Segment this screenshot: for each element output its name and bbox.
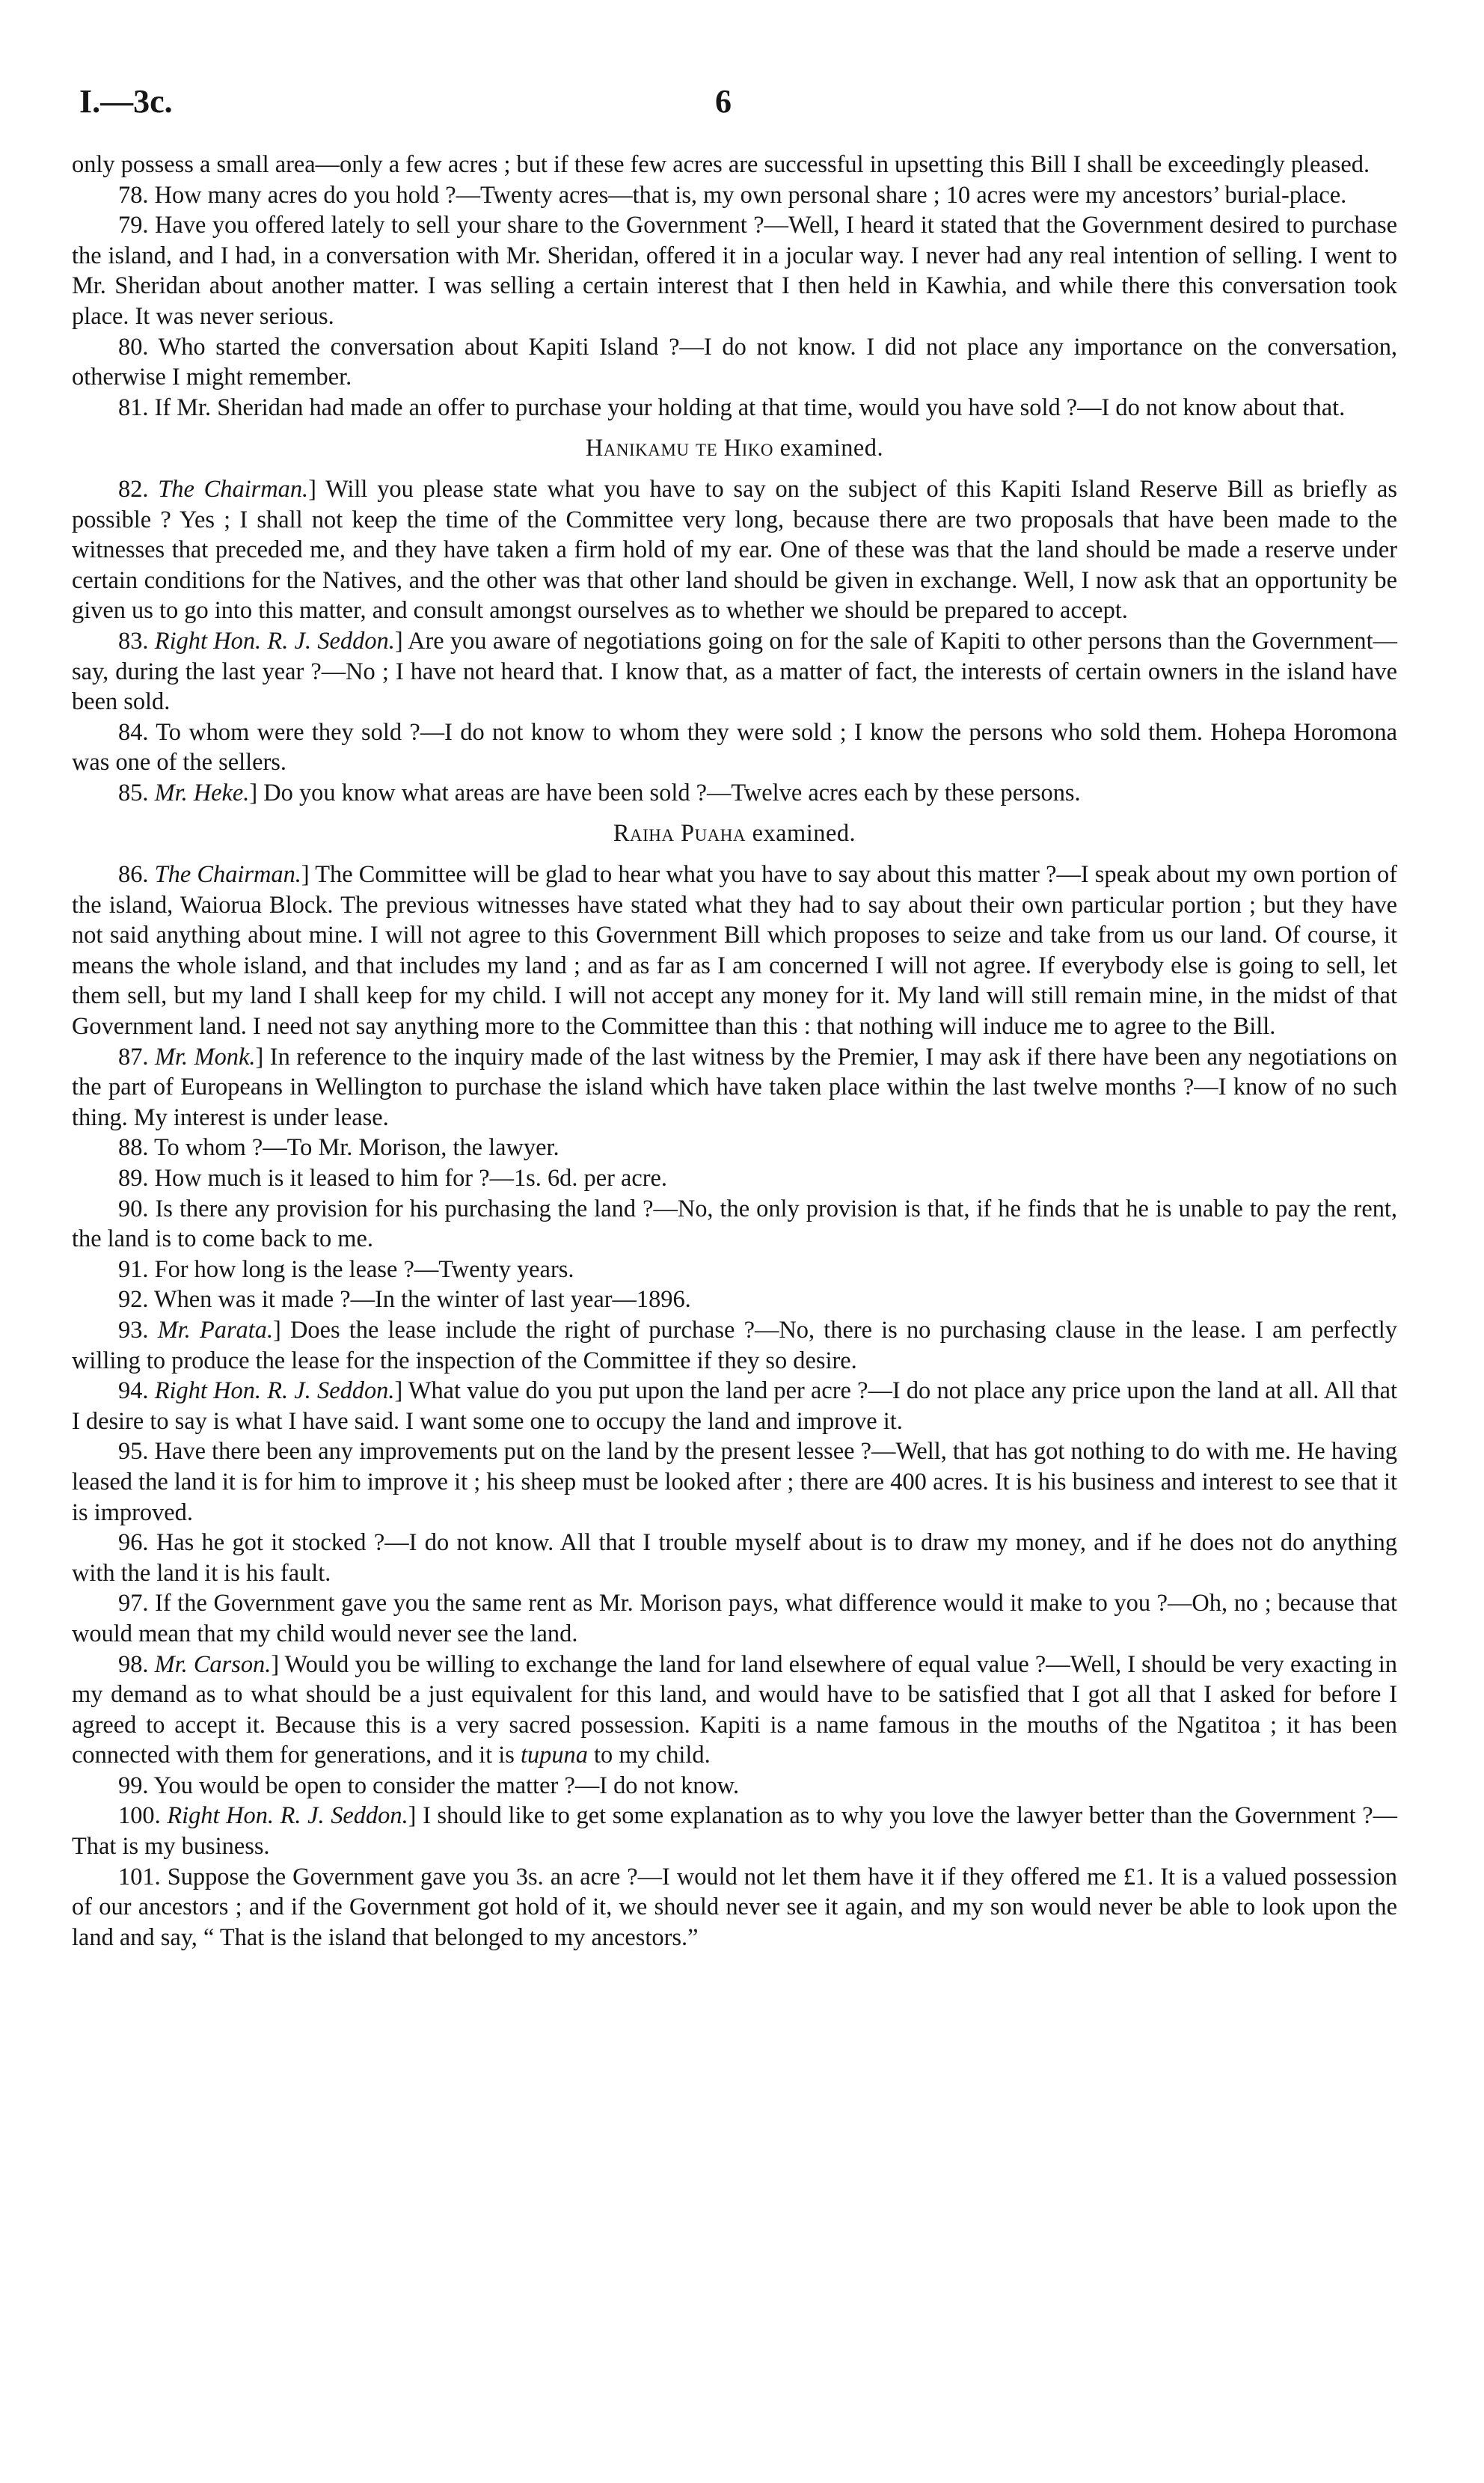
question-number: 82. [118, 475, 159, 503]
paragraph-q100 [72, 1801, 1397, 1861]
paragraph-q92: 92. When was it made ?—In the winter of last year—1896. [118, 1286, 691, 1314]
paragraph-q94 [72, 1376, 1397, 1436]
paragraph-q95: 95. Have there been any improvements put on the land by the present lessee ?—Well, that has got nothing to do with me. He having leased the land it is for him to improve it ; his sheep must be looked after ; there are 400 acres. It is his business and interest to see that it is improved. [72, 1438, 1397, 1526]
question-number: 86. [118, 861, 155, 889]
paragraph-q99: 99. You would be open to consider the matter ?—I do not know. [118, 1772, 740, 1799]
speaker-name: The Chairman. [158, 475, 309, 503]
speaker-name: Right Hon. R. J. Seddon. [167, 1802, 408, 1830]
question-number: 98. [118, 1650, 155, 1678]
document-page [72, 82, 1397, 1953]
speaker-name: Mr. Carson. [154, 1650, 272, 1678]
paragraph-q81: 81. If Mr. Sheridan had made an offer to purchase your holding at that time, would you have sold ?—I do not know about that. [118, 394, 1346, 421]
section-heading-raiha [72, 818, 1397, 849]
document-reference: I.—3c. [79, 83, 173, 120]
paragraph-q97: 97. If the Government gave you the same rent as Mr. Morison pays, what difference would it make to you ?—Oh, no ; because that would mean that my child would never see the land. [72, 1590, 1397, 1647]
question-number: 100. [118, 1802, 168, 1830]
speaker-name: Right Hon. R. J. Seddon. [154, 627, 395, 655]
paragraph-q87 [72, 1042, 1397, 1133]
paragraph-q86 [72, 860, 1397, 1042]
speaker-name: Mr. Monk. [155, 1043, 256, 1071]
question-text: ] Would you be willing to exchange the land for land elsewhere of equal value ?—Well, I should be very exacting in my demand as to what should be a just equivalent for this land, and would have to be satisfied that I got all that I asked for before I agreed to accept it. Because this is a very sacred possession. Kapiti is a name famous in the mouths of the Ngatitoa ; it has been connected with them for generations, and it is [72, 1650, 1397, 1769]
question-text: ] What value do you put upon the land per acre ?—I do not place any price upon the land at all. All that I desire to say is what I have said. I want some one to occupy the land and improve it. [72, 1377, 1397, 1435]
question-text: ] Will you please state what you have to say on the subject of this Kapiti Island Reserve Bill as briefly as possible ? Yes ; I shall not keep the time of the Committee very long, because there are two proposals that have been made to the witnesses that preceded me, and they have taken a firm hold of my ear. One of these was that the land should be made a reserve under certain conditions for the Natives, and the other was that other land should be given in exchange. Well, I now ask that an opportunity be given us to go into this matter, and consult amongst ourselves as to whether we should be prepared to accept. [72, 475, 1397, 625]
paragraph-q84: 84. To whom were they sold ?—I do not know to whom they were sold ; I know the persons who sold them. Hohepa Horomona was one of the sellers. [72, 718, 1397, 777]
question-text: ] I should like to get some explanation as to why you love the lawyer better than the Government ?—That is my business. [72, 1802, 1398, 1861]
speaker-name: The Chairman. [154, 861, 301, 889]
paragraph-q82 [72, 474, 1397, 626]
paragraph-q85 [72, 778, 1397, 809]
paragraph-q83 [72, 626, 1397, 717]
question-number: 83. [118, 627, 155, 655]
paragraph-continuation: only possess a small area—only a few acres ; but if these few acres are successful in upsetting this Bill I shall be exceedingly pleased. [72, 151, 1370, 178]
question-text: ] Does the lease include the right of purchase ?—No, there is no purchasing clause in the lease. I am perfectly willing to produce the lease for the inspection of the Committee if they so desire. [72, 1316, 1397, 1374]
question-text: ] In reference to the inquiry made of the last witness by the Premier, I may ask if there have been any negotiations on the part of Europeans in Wellington to purchase the island which have taken place within the last twelve months ?—I know of no such thing. My interest is under lease. [72, 1043, 1398, 1131]
italic-word: tupuna [520, 1742, 588, 1769]
speaker-name: Mr. Parata. [157, 1316, 274, 1344]
heading-suffix: examined. [773, 435, 884, 462]
speaker-name: Right Hon. R. J. Seddon. [154, 1377, 395, 1405]
paragraph-q88: 88. To whom ?—To Mr. Morison, the lawyer. [118, 1134, 559, 1162]
witness-name: Hanikamu te Hiko [585, 435, 773, 462]
paragraph-q79: 79. Have you offered lately to sell your share to the Government ?—Well, I heard it stated that the Government desired to purchase the island, and I had, in a conversation with Mr. Sheridan, offered it in a jocular way. I never had any real intention of selling. I went to Mr. Sheridan about another matter. I was selling a certain interest that I then held in Kawhia, and while there this conversation took place. It was never serious. [72, 212, 1397, 330]
heading-suffix: examined. [746, 820, 856, 848]
paragraph-q90: 90. Is there any provision for his purchasing the land ?—No, the only provision is that, if he finds that he is unable to pay the rent, the land is to come back to me. [72, 1195, 1397, 1253]
paragraph-q89: 89. How much is it leased to him for ?—1s. 6d. per acre. [118, 1165, 668, 1192]
question-number: 87. [118, 1043, 156, 1071]
question-text: ] Do you know what areas are have been sold ?—Twelve acres each by these persons. [249, 779, 1081, 806]
question-number: 94. [118, 1377, 155, 1405]
paragraph-q93 [72, 1315, 1397, 1376]
paragraph-q96: 96. Has he got it stocked ?—I do not know. All that I trouble myself about is to draw my money, and if he does not do anything with the land it is his fault. [72, 1529, 1397, 1587]
paragraph-q98 [72, 1650, 1397, 1771]
question-number: 85. [118, 779, 155, 806]
document-body [72, 150, 1397, 1953]
question-text: ] The Committee will be glad to hear what you have to say about this matter ?—I speak about my own portion of the island, Waiorua Block. The previous witnesses have stated what they had to say about their own particular portion ; but they have not said anything about mine. I will not agree to this Government Bill which proposes to seize and take from us our land. Of course, it means the whole island, and that includes my land ; and as far as I am concerned I will not agree. If everybody else is going to sell, let them sell, but my land I shall keep for my child. I will not accept any money for it. My land will still remain mine, in the midst of that Government land. I need not say anything more to the Committee than this : that nothing will induce me to agree to the Bill. [72, 861, 1398, 1041]
witness-name: Raiha Puaha [613, 820, 746, 848]
paragraph-q78: 78. How many acres do you hold ?—Twenty acres—that is, my own personal share ; 10 acres were my ancestors’ burial-place. [118, 181, 1347, 209]
section-heading-hanikamu [72, 433, 1397, 464]
speaker-name: Mr. Heke. [154, 779, 250, 806]
paragraph-q91: 91. For how long is the lease ?—Twenty years. [118, 1255, 574, 1283]
question-text: ] Are you aware of negotiations going on for the sale of Kapiti to other persons than the Government—say, during the last year ?—No ; I have not heard that. I know that, as a matter of fact, the interests of certain owners in the island have been sold. [72, 627, 1397, 716]
question-text-end: to my child. [587, 1742, 711, 1769]
paragraph-q80: 80. Who started the conversation about Kapiti Island ?—I do not know. I did not place any importance on the conversation, otherwise I might remember. [72, 333, 1397, 391]
page-number: 6 [715, 83, 732, 120]
paragraph-q101: 101. Suppose the Government gave you 3s. an acre ?—I would not let them have it if they offered me £1. It is a valued possession of our ancestors ; and if the Government got hold of it, we should never see it again, and my son would never be able to look upon the land and say, “ That is the island that belonged to my ancestors.” [72, 1863, 1397, 1951]
page-header [72, 82, 1397, 136]
question-number: 93. [118, 1316, 158, 1344]
